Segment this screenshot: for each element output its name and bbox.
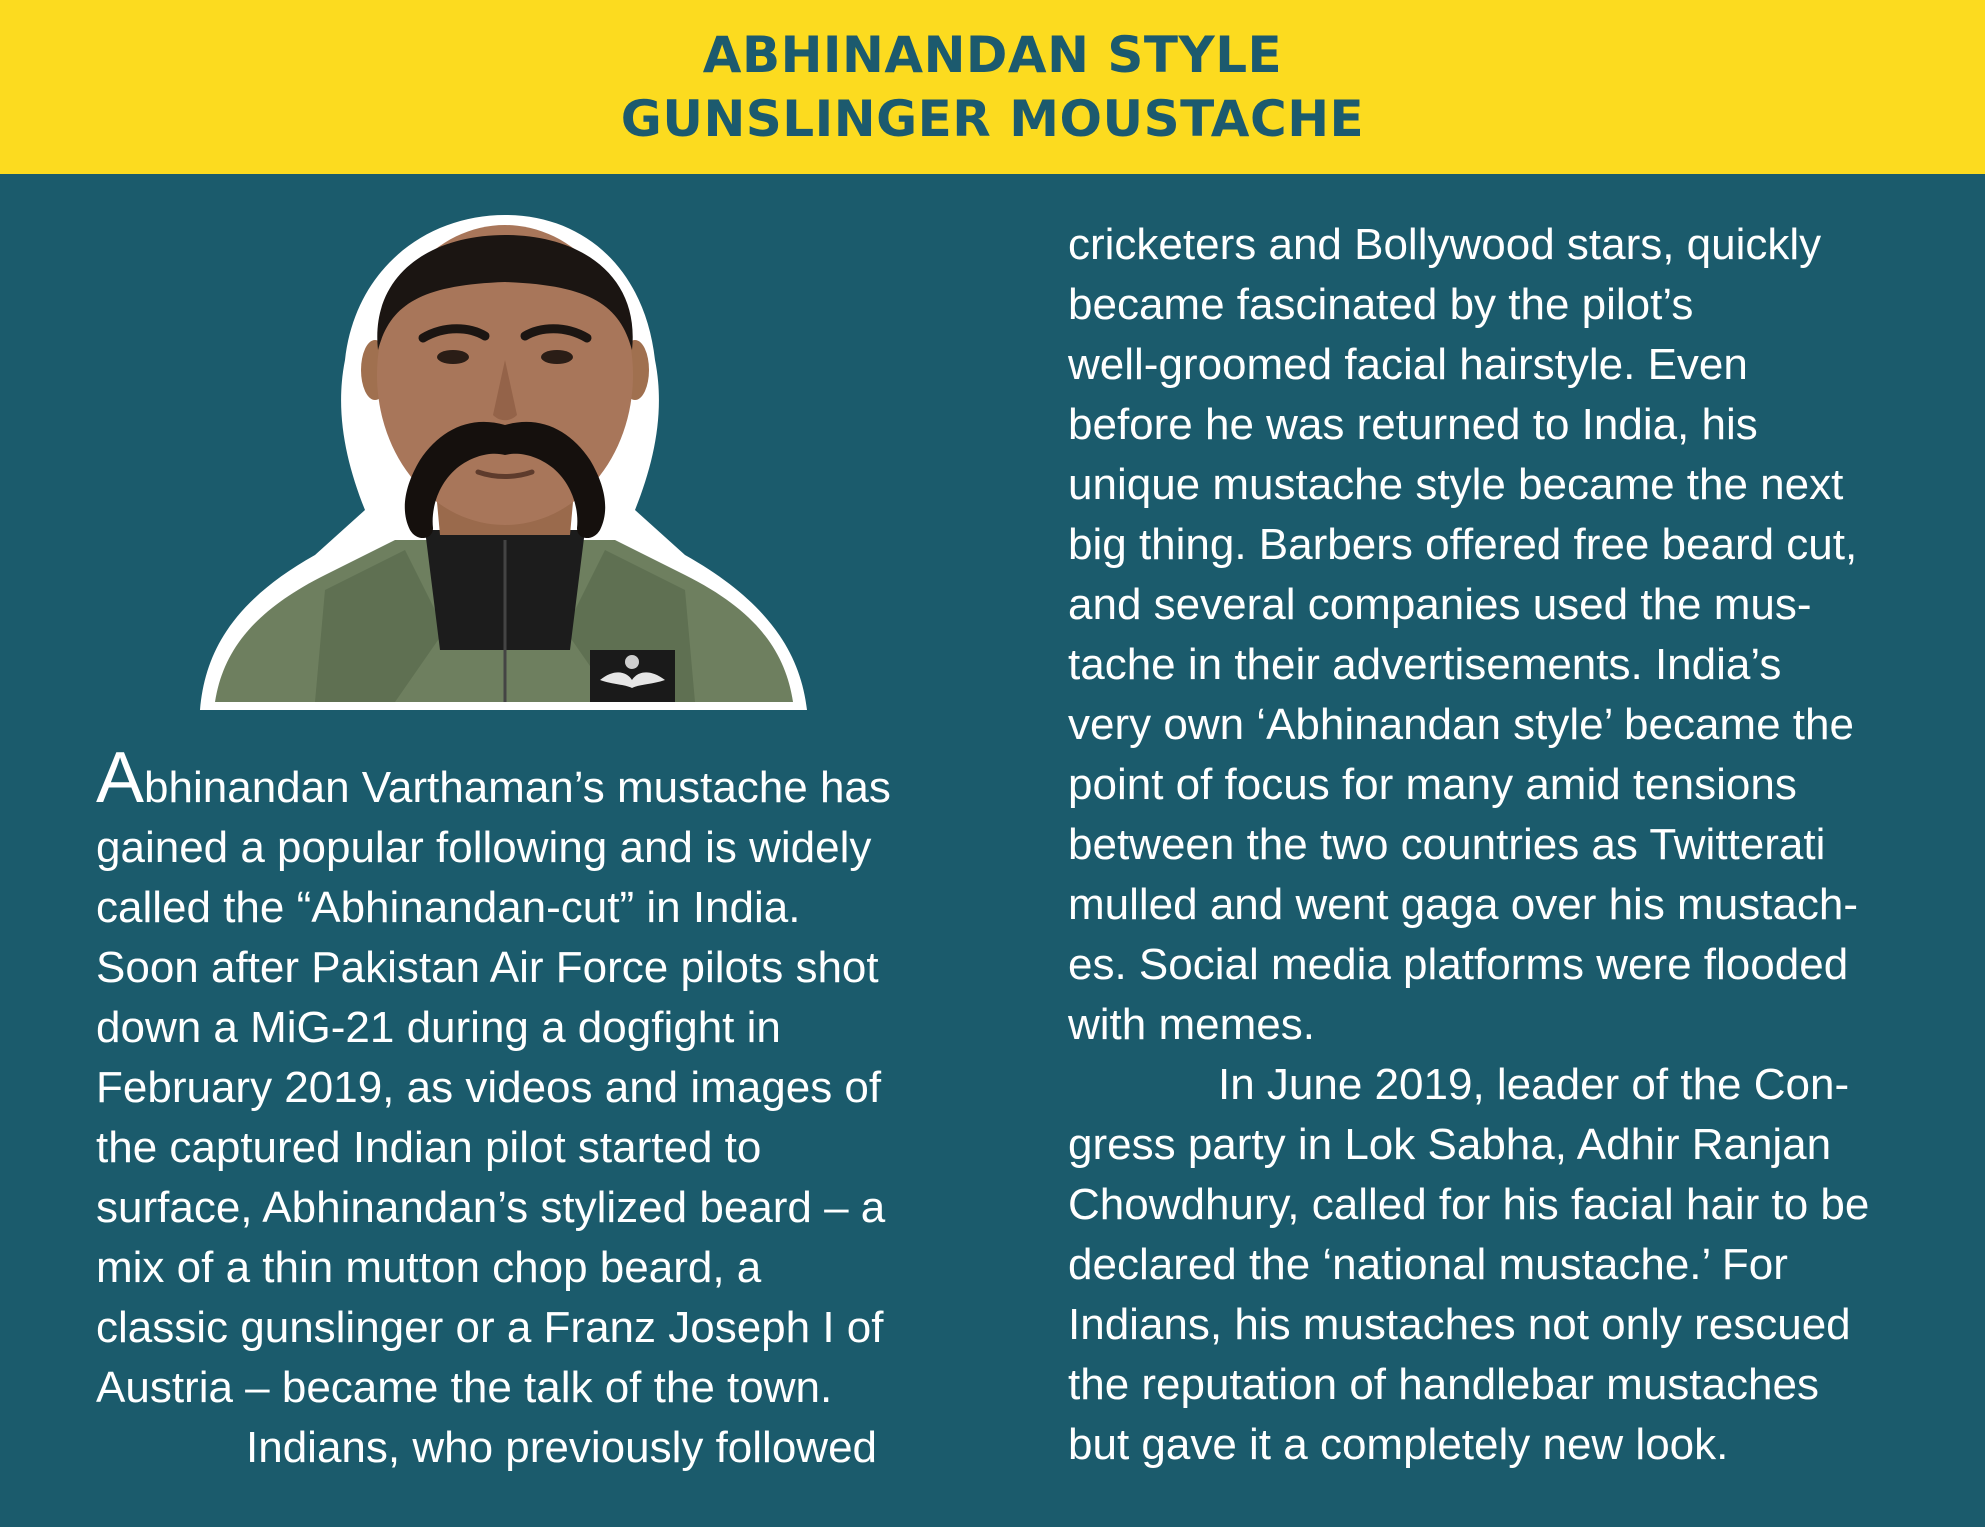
text-line: Chowdhury, called for his facial hair to be (1068, 1180, 1870, 1229)
drop-cap: A (96, 738, 145, 818)
text-line: Indians, his mustaches not only rescued (1068, 1300, 1851, 1349)
text-line: between the two countries as Twitterati (1068, 820, 1826, 869)
text-line: down a MiG-21 during a dogfight in (96, 1003, 781, 1052)
text-line: the captured Indian pilot started to (96, 1123, 762, 1172)
text-line: declared the ‘national mustache.’ For (1068, 1240, 1788, 1289)
text-line: very own ‘Abhinandan style’ became the (1068, 700, 1854, 749)
first-paragraph-line (96, 738, 891, 818)
text-line: gained a popular following and is widely (96, 823, 872, 872)
right-text-column (1068, 215, 1869, 1475)
text-line: mix of a thin mutton chop beard, a (96, 1243, 762, 1292)
text-line: es. Social media platforms were flooded (1068, 940, 1849, 989)
text-line: bhinandan Varthaman’s mustache has (144, 763, 891, 812)
text-line: surface, Abhinandan’s stylized beard – a (96, 1183, 886, 1232)
title-banner (0, 0, 1985, 174)
text-line: cricketers and Bollywood stars, quickly (1068, 220, 1822, 269)
text-line: before he was returned to India, his (1068, 400, 1758, 449)
text-line: February 2019, as videos and images of (96, 1063, 882, 1112)
text-line: Austria – became the talk of the town. (96, 1363, 833, 1412)
text-line: with memes. (1068, 1000, 1315, 1049)
text-line: Soon after Pakistan Air Force pilots shot (96, 943, 879, 992)
text-line: but gave it a completely new look. (1068, 1420, 1729, 1469)
left-text-column (96, 738, 891, 1478)
text-line: Indians, who previously followed (246, 1423, 878, 1472)
pilot-portrait-photo (195, 210, 815, 725)
title-line-2: GUNSLINGER MOUSTACHE (620, 90, 1365, 148)
title-line-1: ABHINANDAN STYLE (702, 26, 1283, 84)
text-line: and several companies used the mus- (1068, 580, 1812, 629)
text-line: In June 2019, leader of the Con- (1218, 1060, 1850, 1109)
text-line: called the “Abhinandan-cut” in India. (96, 883, 801, 932)
text-line: classic gunslinger or a Franz Joseph I of (96, 1303, 884, 1352)
text-line: well-groomed facial hairstyle. Even (1068, 340, 1748, 389)
text-line: big thing. Barbers offered free beard cut, (1068, 520, 1858, 569)
text-line: the reputation of handlebar mustaches (1068, 1360, 1819, 1409)
text-line: tache in their advertisements. India’s (1068, 640, 1782, 689)
text-line: point of focus for many amid tensions (1068, 760, 1797, 809)
text-line: became fascinated by the pilot’s (1068, 280, 1694, 329)
text-line: mulled and went gaga over his mustach- (1068, 880, 1858, 929)
text-line: unique mustache style became the next (1068, 460, 1844, 509)
text-line: gress party in Lok Sabha, Adhir Ranjan (1068, 1120, 1832, 1169)
